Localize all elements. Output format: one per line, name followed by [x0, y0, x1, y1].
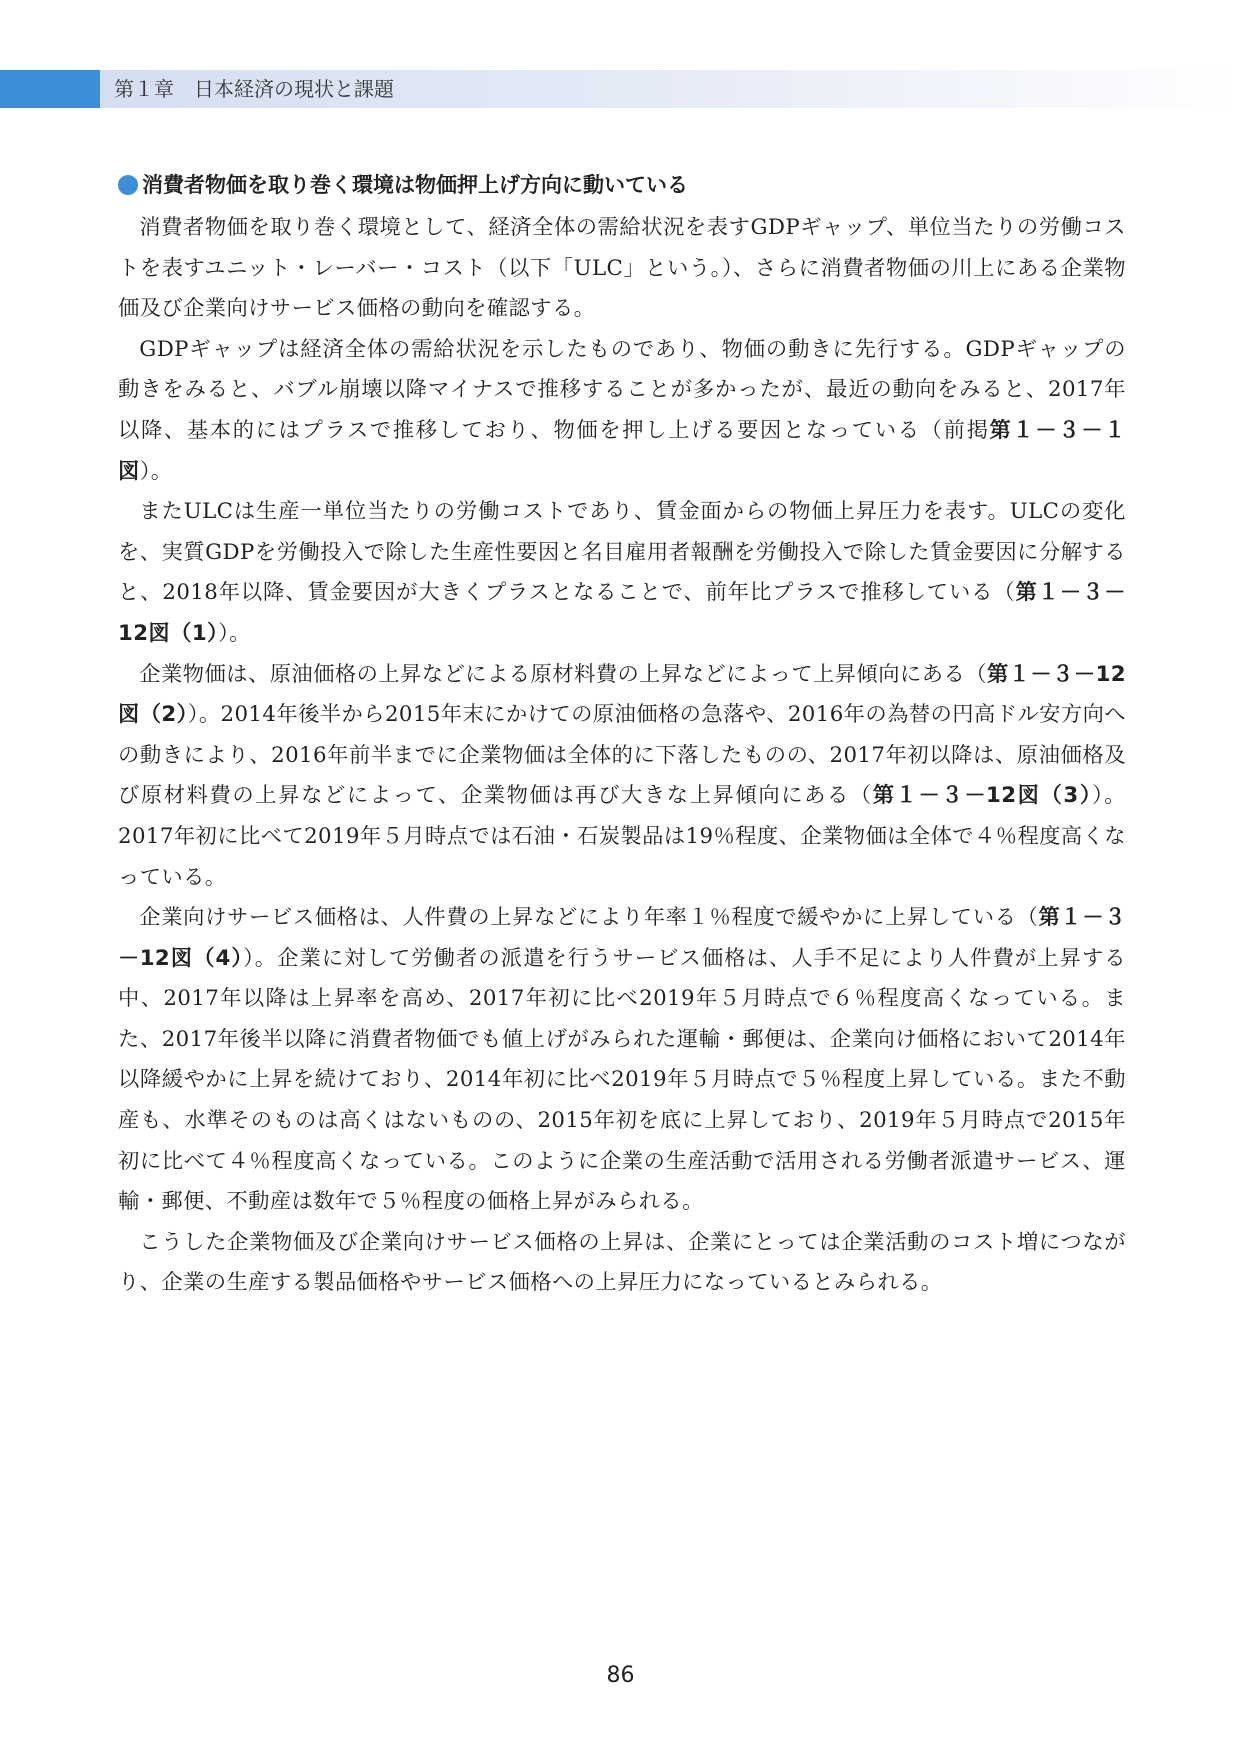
page-number: 86: [606, 1663, 635, 1688]
paragraph-1: 消費者物価を取り巻く環境として、経済全体の需給状況を表すGDPギャップ、単位当たりの労働コストを表すユニット・レーバー・コスト（以下「ULC」という。）、さらに消費者物価の川上にある企業物価及び企業向けサービス価格の動向を確認する。: [118, 215, 1126, 322]
paragraph-2: [118, 330, 1126, 492]
bullet-dot-icon: [118, 175, 138, 195]
figure-reference: 第１－３－12図（3）: [872, 783, 1093, 809]
figure-reference: 第１－３－１図: [118, 417, 1126, 484]
paragraph-5-text-b: ）。企業に対して労働者の派遣を行うサービス価格は、人手不足により人件費が上昇する中、2017年以降は上昇率を高め、2017年初に比べ2019年５月時点で６％程度高くなっている。また、2017年後半以降に消費者物価でも値上げがみられた運輸・郵便は、企業向け価格において2014年以降緩やかに上昇を続けており、2014年初に比べ2019年５月時点で５％程度上昇している。また不動産も、水準そのものは高くはないものの、2015年初を底に上昇しており、2019年５月時点で2015年初に比べて４％程度高くなっている。このように企業の生産活動で活用される労働者派遣サービス、運輸・郵便、不動産は数年で５％程度の価格上昇がみられる。: [118, 945, 1126, 1215]
section-heading-text: 消費者物価を取り巻く環境は物価押上げ方向に動いている: [142, 173, 688, 197]
paragraph-3-text-b: ）。: [218, 620, 251, 646]
paragraph-2-text-a: GDPギャップは経済全体の需給状況を示したものであり、物価の動きに先行する。GDPギャップの動きをみると、バブル崩壊以降マイナスで推移することが多かったが、最近の動向をみると、2017年以降、基本的にはプラスで推移しており、物価を押し上げる要因となっている（前掲: [118, 336, 1126, 443]
figure-reference: 第１－３－12図（4）: [118, 905, 1126, 971]
figure-reference: 第１－３－12図（2）: [118, 661, 1127, 728]
chapter-header-tab: [0, 70, 100, 108]
main-content: [118, 168, 1126, 1304]
paragraph-5-text-a: 企業向けサービス価格は、人件費の上昇などにより年率１％程度で緩やかに上昇している（: [139, 905, 1039, 931]
figure-reference: 第１－３－12図（1）: [118, 580, 1126, 646]
section-heading: [118, 168, 1126, 202]
paragraph-4: [118, 655, 1126, 899]
paragraph-2-text-b: ）。: [139, 458, 173, 484]
chapter-title: 第１章 日本経済の現状と課題: [114, 77, 394, 101]
paragraph-4-text-b: ）。2014年後半から2015年末にかけての原油価格の急落や、2016年の為替の円高ドル安方向への動きにより、2016年前半までに企業物価は全体的に下落したものの、2017年初以降は、原油価格及び原材料費の上昇などによって、企業物価は再び大きな上昇傾向にある（: [118, 702, 1126, 809]
paragraph-6: こうした企業物価及び企業向けサービス価格の上昇は、企業にとっては企業活動のコスト増につながり、企業の生産する製品価格やサービス価格への上昇圧力になっているとみられる。: [118, 1229, 1126, 1296]
paragraph-4-text-c: ）。2017年初に比べて2019年５月時点では石油・石炭製品は19％程度、企業物価は全体で４％程度高くなっている。: [118, 783, 1126, 890]
paragraph-4-text-a: 企業物価は、原油価格の上昇などによる原材料費の上昇などによって上昇傾向にある（: [139, 661, 987, 687]
paragraph-3-text-a: またULCは生産一単位当たりの労働コストであり、賃金面からの物価上昇圧力を表す。ULCの変化を、実質GDPを労働投入で除した生産性要因と名目雇用者報酬を労働投入で除した賃金要因に分解すると、2018年以降、賃金要因が大きくプラスとなることで、前年比プラスで推移している（: [118, 499, 1126, 606]
paragraph-5: [118, 898, 1126, 1223]
paragraph-3: [118, 492, 1126, 654]
